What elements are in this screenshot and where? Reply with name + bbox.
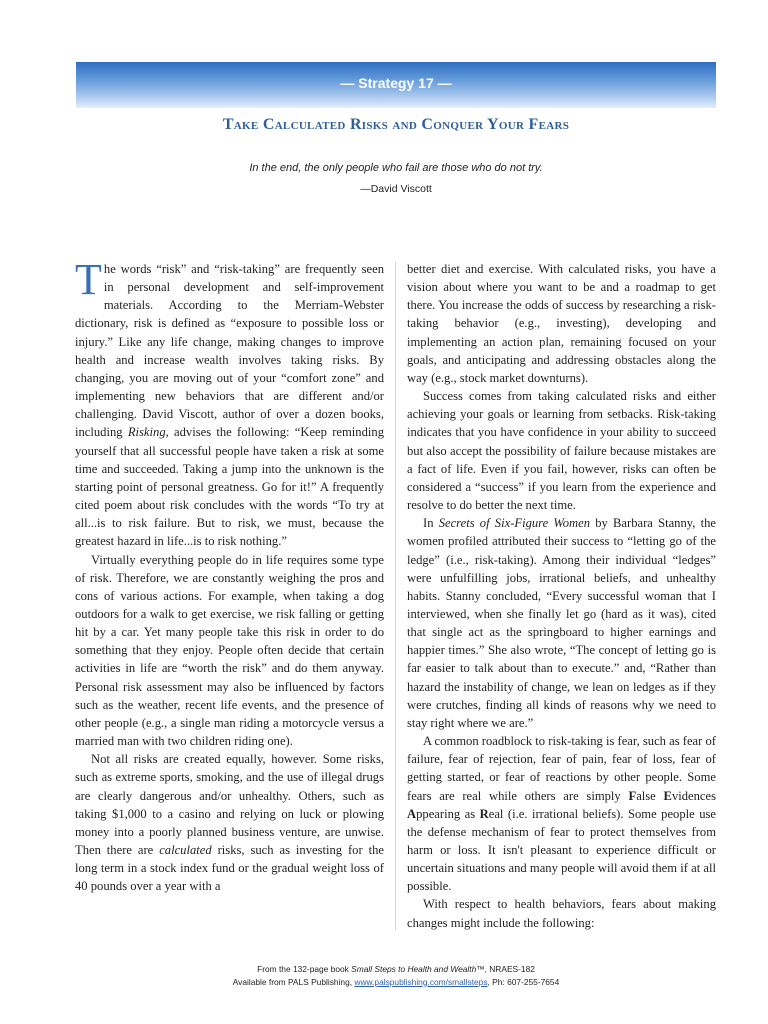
- paragraph-text: , advises the following: “Keep reminding yourself that all successful people have taken a risk at some time and succeeded. Taking a jump into the unknown is the starting point of personal greatness. Go for it!” A frequently cited poem about risk concludes with the words “To try at all...is to risk failure. But to risk, we must, because the greatest hazard in life...is to risk nothing.”: [75, 425, 384, 549]
- footer-source-line: [76, 963, 716, 976]
- paragraph-text: ppearing as: [416, 806, 480, 821]
- acronym-letter: F: [628, 788, 637, 803]
- strategy-label: — Strategy 17 —: [340, 75, 452, 91]
- book-title: Risking: [127, 425, 166, 440]
- footer-text: From the 132-page book: [257, 964, 352, 974]
- paragraph-text: by Barbara Stanny, the women profiled attributed their success to “letting go of the ledge” (i.e., risk-taking). Among their individual “ledges” were unfulfilling jobs, irrational beliefs, and unhealthy habits. Stanny concluded, “Every successful woman that I interviewed, when she finally let go (hard as it was), cited that single act as the springboard to higher earnings and happier times.” She also wrote, “The concept of letting go is far easier to talk about than to execute.” and, “Rather than hazard the instability of change, we lean on ledges as if they were crutches, finding all kinds of reasons why we need to stay right where we are.”: [407, 516, 716, 730]
- paragraph: better diet and exercise. With calculated risks, you have a vision about where you want to be and a roadmap to get there. You increase the odds of success by researching a risk-taking behavior (e.g., investing), developing and implementing an action plan, remaining focused on your goals, and anticipating and addressing obstacles along the way (e.g., stock market downturns).: [407, 262, 716, 385]
- paragraph: [407, 514, 716, 732]
- paragraph-text: eal (i.e. irrational beliefs). Some people use the defense mechanism of fear to protect themselves from harm or loss. It isn't pleasant to experience difficult or uncertain situations and many people will avoid them if at all possible.: [407, 806, 716, 894]
- publisher-link[interactable]: www.palspublishing.com/smallsteps: [354, 976, 488, 987]
- left-column: [75, 255, 384, 895]
- footer-text: Available from PALS Publishing,: [232, 976, 355, 987]
- paragraph: Success comes from taking calculated risks and either achieving your goals or learning from setbacks. Risk-taking indicates that you have confidence in your ability to succeed but also accept the possibility of failure because mistakes are a fact of life. Even if you fail, however, risks can often be considered a “success” if you learn from the experience and resolve to do better the next time.: [407, 389, 716, 513]
- footer-text: , Ph: 607-255-7654: [487, 976, 560, 987]
- epigraph-quote: In the end, the only people who fail are those who do not try.: [249, 162, 543, 174]
- emphasis: calculated: [159, 843, 212, 857]
- acronym-letter: R: [479, 806, 489, 821]
- paragraph-text: A common roadblock to risk-taking is fear, such as fear of failure, fear of rejection, fear of pain, fear of loss, fear of getting started, or fear of reactions by other people. Some fears are real while others are simply: [407, 734, 716, 803]
- paragraph-text: alse: [636, 788, 664, 803]
- paragraph: With respect to health behaviors, fears about making changes might include the following:: [407, 897, 716, 930]
- paragraph-text: risks, such as investing for the long term in a stock index fund or the gradual weight loss of 40 pounds over a year with a: [75, 843, 384, 894]
- paragraph: Virtually everything people do in life requires some type of risk. Therefore, we are constantly weighing the pros and cons of various actions. For example, when taking a dog outdoors for a walk to get exercise, we risk falling or getting hit by a car. Yet many people take this risk in order to do something that they enjoy. People often decide that certain activities in life are “worth the risk” and do them anyway. Personal risk assessment may also be influenced by factors such as the weather, recent life events, and the presence of other people (e.g., a single man riding a motorcycle versus a married man with two children riding one).: [75, 552, 384, 749]
- acronym-letter: E: [663, 788, 672, 803]
- book-title: Secrets of Six-Figure Women: [438, 516, 591, 531]
- strategy-banner: [76, 62, 716, 108]
- footer-text: ™, NRAES-182: [476, 964, 535, 974]
- footer-availability-line: [76, 976, 716, 989]
- page-title: Take Calculated Risks and Conquer Your Fears: [222, 116, 570, 133]
- right-column: [407, 260, 716, 932]
- page-footer: [76, 963, 716, 988]
- epigraph-attribution: —David Viscott: [360, 183, 432, 195]
- drop-cap: T: [75, 255, 102, 304]
- paragraph: [75, 255, 384, 551]
- paragraph: [75, 750, 384, 895]
- paragraph-text: In: [423, 516, 439, 531]
- column-divider: [395, 262, 396, 930]
- book-title: Small Steps to Health and Wealth: [351, 964, 477, 974]
- paragraph-text: he words “risk” and “risk-taking” are frequently seen in personal development and self-improvement materials. According to the Merriam-Webster dictionary, risk is defined as “exposure to possible loss or injury.” Like any life change, making changes to improve health and increase wealth involves taking risks. By changing, you are moving out of your “comfort zone” and implementing new behaviors that are different and/or challenging. David Viscott, author of over a dozen books, including: [75, 262, 384, 440]
- paragraph: [407, 732, 716, 895]
- paragraph-text: vidences: [671, 788, 716, 803]
- acronym-letter: A: [407, 806, 417, 821]
- paragraph-text: Not all risks are created equally, however. Some risks, such as extreme sports, smoking, and the use of illegal drugs are clearly dangerous and/or unhealthy. Others, such as taking $1,000 to a casino and relying on luck or plowing money into a poorly planned business venture, are unwise. Then there are: [75, 752, 384, 857]
